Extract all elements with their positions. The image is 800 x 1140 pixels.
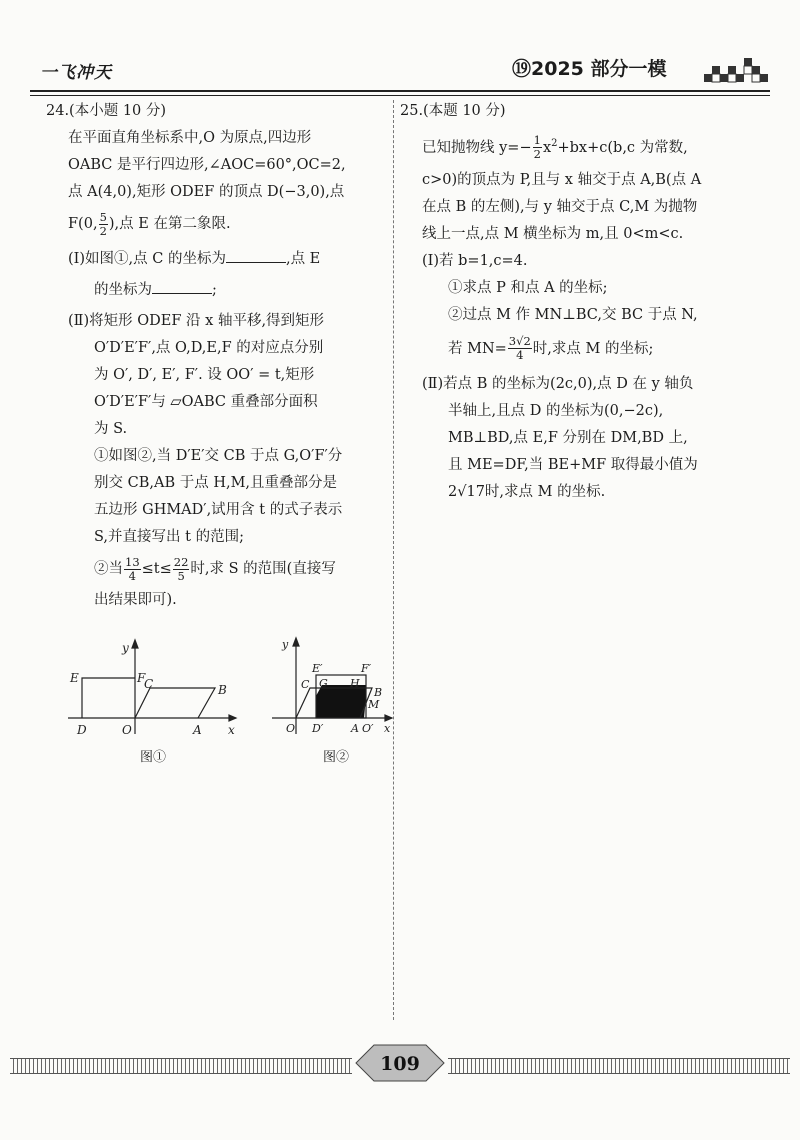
fig2-label-D: D′: [312, 722, 324, 735]
q25-part1-1: ①求点 P 和点 A 的坐标;: [448, 279, 608, 296]
q24-part1-b: 的坐标为 ;: [46, 277, 391, 304]
q24-intro-3: 点 A(4,0),矩形 ODEF 的顶点 D(−3,0),点: [68, 184, 345, 200]
figure-2-diagram: [268, 630, 398, 740]
q25-part2-1: (Ⅱ)若点 B 的坐标为(2c,0),点 D 在 y 轴负: [422, 375, 694, 392]
page-number-badge: [352, 1042, 448, 1084]
q24-sub1-1: ①如图②,当 D′E′交 CB 于点 G,O′F′分: [94, 448, 343, 464]
fraction: $\frac{5}{2}$: [99, 209, 107, 238]
fraction: $\frac{13}{4}$: [125, 554, 140, 583]
q24-sub1-3: 五边形 GHMAD′,试用含 t 的式子表示: [94, 502, 343, 518]
figure-1-diagram: [64, 638, 244, 738]
brand-logo-text: 一飞冲天: [40, 63, 112, 83]
fig2-label-A: A: [351, 722, 359, 735]
q24-sub2-2: 出结果即可).: [94, 592, 177, 608]
fig1-label-y: y: [122, 641, 129, 655]
fig2-label-G: G: [319, 677, 328, 690]
q24-part2-5: 为 S.: [94, 421, 128, 437]
footer-border-left: [10, 1058, 352, 1074]
fig2-label-C: C: [301, 678, 310, 691]
answer-blank[interactable]: [152, 279, 212, 294]
q24-intro-1: 在平面直角坐标系中,O 为原点,四边形: [68, 130, 312, 146]
header-rule: [30, 90, 770, 92]
answer-blank[interactable]: [226, 248, 286, 263]
fraction: $\frac{22}{5}$: [173, 554, 189, 583]
fig2-label-B: B: [374, 686, 383, 699]
q24-intro-2: OABC 是平行四边形,∠AOC=60°,OC=2,: [68, 157, 346, 173]
fig1-label-x: x: [228, 723, 235, 737]
figure-1-caption: 图①: [140, 750, 167, 765]
fraction: $\frac{3√2}{4}$: [508, 334, 531, 363]
checker-decoration-icon: [700, 54, 770, 90]
fraction: $\frac{1}{2}$: [533, 133, 541, 162]
q24-heading: 24.(本小题 10 分): [46, 103, 167, 119]
q24-part2-3: 为 O′, D′, E′, F′. 设 OO′ = t,矩形: [94, 367, 315, 383]
fig1-label-A: A: [193, 723, 202, 737]
fig2-label-y: y: [282, 638, 289, 651]
header-rule-thin: [30, 95, 770, 96]
fig2-label-O: O: [286, 722, 296, 735]
fig2-label-M: M: [368, 698, 380, 711]
question-25: [400, 98, 772, 506]
fig1-label-O: O: [122, 723, 132, 737]
column-divider: [393, 100, 394, 1020]
exam-title: ⑲2025 部分一模: [512, 58, 667, 80]
fig1-label-F: F: [137, 671, 146, 685]
q24-sub1-4: S,并直接写出 t 的范围;: [94, 529, 244, 545]
question-24: [46, 98, 391, 614]
q24-intro-4: F(0, $\frac{5}{2}$ ),点 E 在第二象限.: [68, 209, 231, 238]
fig1-label-D: D: [77, 723, 87, 737]
fig1-label-B: B: [218, 683, 227, 697]
page-number: 109: [380, 1053, 420, 1075]
q25-intro-1: 已知抛物线 y=− $\frac{1}{2}$ $x^2+bx+c(b,c$ 为常数,: [422, 133, 688, 162]
fig1-label-C: C: [144, 677, 154, 691]
q25-part2-5: 2√17时,求点 M 的坐标.: [448, 483, 606, 500]
q25-part2-4: 且 ME=DF,当 BE+MF 取得最小值为: [448, 456, 698, 473]
figure-2-caption: 图②: [323, 750, 350, 765]
q24-sub1-2: 别交 CB,AB 于点 H,M,且重叠部分是: [94, 475, 338, 491]
q24-part2-1: (Ⅱ)将矩形 ODEF 沿 x 轴平移,得到矩形: [68, 313, 325, 329]
fig2-label-E: E′: [312, 662, 323, 675]
q25-intro-3: 在点 B 的左侧),与 y 轴交于点 C,M 为抛物: [422, 198, 698, 215]
q24-part2-4: O′D′E′F′与 ▱OABC 重叠部分面积: [94, 394, 318, 410]
q25-part2-2: 半轴上,且点 D 的坐标为(0,−2c),: [448, 402, 664, 419]
q24-part1: (Ⅰ)如图①,点 C 的坐标为 ,点 E: [46, 246, 391, 273]
q25-intro-2: c>0)的顶点为 P,且与 x 轴交于点 A,B(点 A: [422, 171, 702, 188]
q25-part1: (Ⅰ)若 b=1,c=4.: [422, 252, 528, 269]
fig2-label-H: H: [350, 677, 360, 690]
q25-part1-3: 若 MN= $\frac{3√2}{4}$ 时,求点 M 的坐标;: [448, 334, 654, 363]
fig2-label-Oprime: O′: [362, 722, 374, 735]
fig2-label-x: x: [384, 722, 391, 735]
fig1-label-E: E: [70, 671, 79, 685]
footer-border-right: [448, 1058, 790, 1074]
fig2-label-F: F′: [361, 662, 372, 675]
q25-heading: 25.(本题 10 分): [400, 103, 506, 119]
q25-part2-3: MB⊥BD,点 E,F 分别在 DM,BD 上,: [448, 429, 688, 446]
q25-intro-4: 线上一点,点 M 横坐标为 m,且 0<m<c.: [422, 225, 684, 242]
q24-sub2-1: ②当 $\frac{13}{4}$ ≤t≤ $\frac{22}{5}$ 时,求 S 的范围(直接写: [94, 554, 336, 583]
q24-part2-2: O′D′E′F′,点 O,D,E,F 的对应点分别: [94, 340, 324, 356]
q25-part1-2: ②过点 M 作 MN⊥BC,交 BC 于点 N,: [448, 306, 698, 323]
